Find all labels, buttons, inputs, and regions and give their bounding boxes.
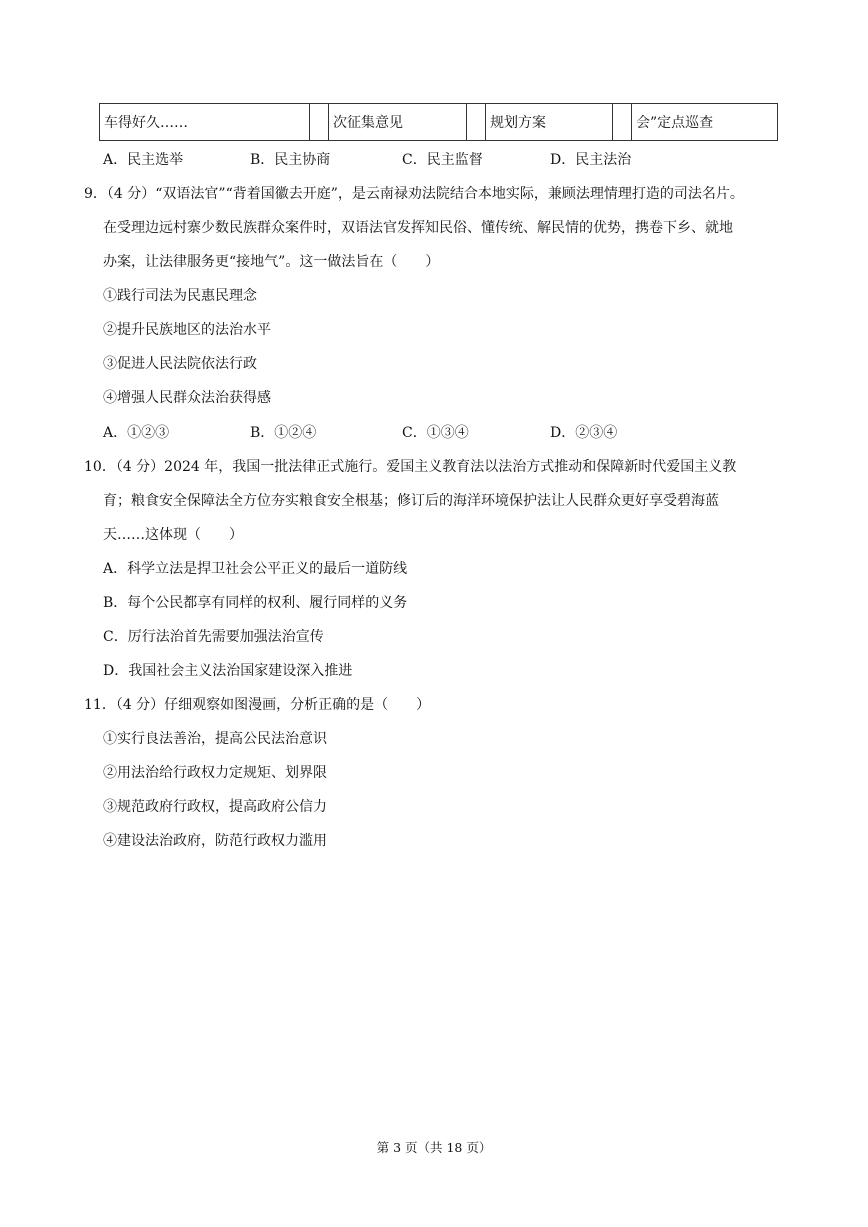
q9-stem-line: 在受理边远村寨少数民族群众案件时，双语法官发挥知民俗、懂传统、解民情的优势，携卷下乡、就地: [103, 220, 733, 236]
q10-option-b: B．每个公民都享有同样的权利、履行同样的义务: [103, 595, 408, 611]
q8-option-d: D．民主法治: [550, 152, 632, 168]
q9-stem-line: 办案，让法律服务更“接地气”。这一做法旨在（ ）: [103, 254, 440, 270]
q9-option-a: A．①②③: [103, 425, 170, 441]
q9-option-b: B．①②④: [250, 425, 317, 441]
page-footer: 第 3 页（共 18 页）: [376, 1140, 492, 1155]
q9-item: ②提升民族地区的法治水平: [103, 322, 271, 338]
q8-option-b: B．民主协商: [250, 152, 331, 168]
q10-stem-line: 天……这体现（ ）: [103, 527, 243, 543]
table-cell: [467, 104, 486, 141]
q10-option-a: A．科学立法是捍卫社会公平正义的最后一道防线: [103, 561, 408, 577]
q11-item: ③规范政府行政权，提高政府公信力: [103, 799, 327, 815]
q8-option-c: C．民主监督: [402, 152, 483, 168]
q11-item: ②用法治给行政权力定规矩、划界限: [103, 765, 327, 781]
q10-option-c: C．厉行法治首先需要加强法治宣传: [103, 629, 324, 645]
q9-item: ①践行司法为民惠民理念: [103, 288, 257, 304]
table-cell: [613, 104, 632, 141]
table-row: [100, 104, 778, 141]
table-cell: [310, 104, 329, 141]
table-cell: 规划方案: [486, 104, 613, 141]
q10-option-d: D．我国社会主义法治国家建设深入推进: [103, 663, 353, 679]
table-cell: 会”定点巡查: [632, 104, 778, 141]
table-cell: 车得好久……: [100, 104, 310, 141]
q9-item: ④增强人民群众法治获得感: [103, 390, 271, 406]
q9-item: ③促进人民法院依法行政: [103, 356, 257, 372]
q9-stem-line: 9．（4 分）“双语法官”“背着国徽去开庭”，是云南禄劝法院结合本地实际，兼顾法理情理打造的司法名片。: [84, 186, 744, 202]
q11-stem-line: 11．（4 分）仔细观察如图漫画，分析正确的是（ ）: [84, 697, 431, 713]
q9-option-d: D．②③④: [550, 425, 618, 441]
q9-option-c: C．①③④: [402, 425, 469, 441]
q11-item: ①实行良法善治，提高公民法治意识: [103, 731, 327, 747]
table-cell: 次征集意见: [329, 104, 467, 141]
q8-option-a: A．民主选举: [103, 152, 184, 168]
q10-stem-line: 10．（4 分）2024 年，我国一批法律正式施行。爱国主义教育法以法治方式推动和保障新时代爱国主义教: [84, 459, 737, 475]
q10-stem-line: 育；粮食安全保障法全方位夯实粮食安全根基；修订后的海洋环境保护法让人民群众更好享受碧海蓝: [103, 493, 719, 509]
continuation-table: [99, 103, 778, 141]
q11-item: ④建设法治政府，防范行政权力滥用: [103, 833, 327, 849]
